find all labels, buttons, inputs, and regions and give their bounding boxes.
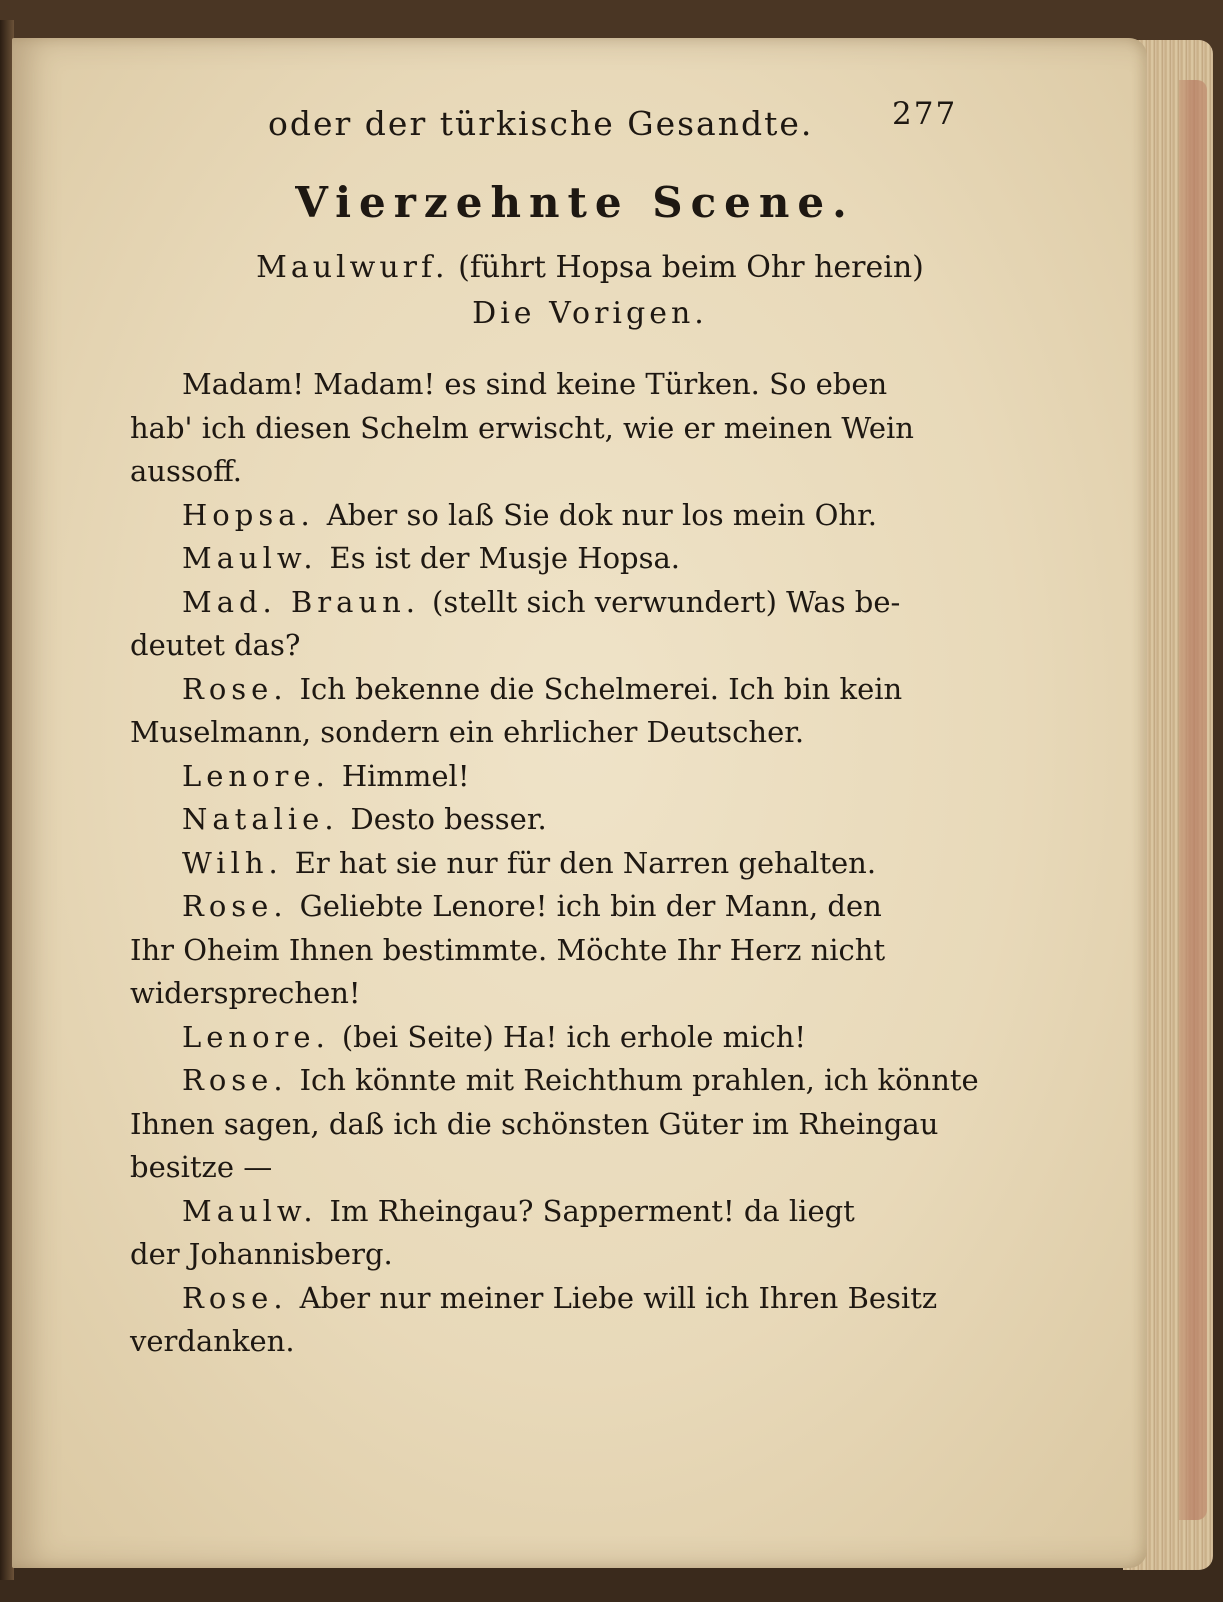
speaker-name: Hopsa. xyxy=(182,497,315,532)
speech-text: Ich könnte mit Reichthum prahlen, ich könnte xyxy=(299,1063,979,1097)
running-head-title: oder der türkische Gesandte. xyxy=(268,104,814,143)
cast-direction: (führt Hopsa beim Ohr herein) xyxy=(458,250,924,285)
running-head xyxy=(130,96,990,156)
dialogue-line xyxy=(130,537,990,581)
speech-text: widersprechen! xyxy=(130,976,361,1010)
speech-text: Geliebte Lenore! ich bin der Mann, den xyxy=(299,889,882,923)
dialogue-line xyxy=(130,1059,990,1103)
dialogue-line xyxy=(130,842,990,886)
speech-text: deutet das? xyxy=(130,628,301,662)
speech-text: Es ist der Musje Hopsa. xyxy=(329,541,680,575)
book-page xyxy=(12,38,1147,1568)
speech-text: besitze — xyxy=(130,1150,273,1184)
cast-name: Maulwurf. xyxy=(256,250,449,285)
speaker-name: Rose. xyxy=(182,671,288,706)
speech-text: (bei Seite) Ha! ich erhole mich! xyxy=(341,1019,807,1054)
speech-text: Im Rheingau? Sapperment! da liegt xyxy=(329,1193,855,1228)
cast-line-2: Die Vorigen. xyxy=(472,296,708,331)
speech-text: Desto besser. xyxy=(350,802,547,836)
speech-text: Er hat sie nur für den Narren gehalten. xyxy=(294,845,877,880)
dialogue-continuation xyxy=(130,1103,990,1190)
dialogue-line xyxy=(130,885,990,929)
text-line: aussoff. xyxy=(130,454,242,488)
text-line: Madam! Madam! es sind keine Türken. So eben xyxy=(182,367,888,401)
dialogue-line xyxy=(130,668,990,712)
cast-list xyxy=(190,245,990,337)
speaker-name: Rose. xyxy=(182,1063,288,1097)
speech-text: Ihr Oheim Ihnen bestimmte. Möchte Ihr Herz nicht xyxy=(130,932,886,967)
speaker-name: Mad. Braun. xyxy=(182,584,421,619)
speaker-name: Rose. xyxy=(182,1280,288,1315)
red-page-edge xyxy=(1179,80,1207,1520)
dialogue-continuation xyxy=(130,1320,990,1364)
speaker-name: Natalie. xyxy=(182,802,339,836)
dialogue-line xyxy=(130,755,990,799)
cast-line-1 xyxy=(190,245,990,291)
page-number: 277 xyxy=(892,96,958,132)
speech-text: Muselmann, sondern ein ehrlicher Deutscher. xyxy=(130,715,805,749)
dialogue-continuation xyxy=(130,624,990,668)
speaker-name: Wilh. xyxy=(182,845,283,880)
text-line: hab' ich diesen Schelm erwischt, wie er meinen Wein xyxy=(130,410,914,445)
speaker-name: Lenore. xyxy=(182,758,330,793)
text-block xyxy=(130,96,990,1364)
speech-text: Ihnen sagen, daß ich die schönsten Güter im Rheingau xyxy=(130,1106,939,1141)
dialogue-line xyxy=(130,581,990,625)
dialogue-line xyxy=(130,798,990,842)
dialogue-line xyxy=(130,1277,990,1321)
speech-text: verdanken. xyxy=(130,1324,295,1358)
dialogue-line xyxy=(130,1190,990,1234)
speech-text: Aber nur meiner Liebe will ich Ihren Besitz xyxy=(299,1280,938,1315)
dialogue-paragraph-1 xyxy=(130,363,990,407)
speaker-name: Lenore. xyxy=(182,1019,330,1054)
dialogue-continuation xyxy=(130,711,990,755)
speaker-name: Maulw. xyxy=(182,1193,318,1228)
dialogue-line xyxy=(130,1016,990,1060)
speech-text: Ich bekenne die Schelmerei. Ich bin kein xyxy=(299,671,903,706)
dialogue-paragraph-1-cont xyxy=(130,407,990,494)
scene-title: Vierzehnte Scene. xyxy=(295,178,855,227)
speaker-name: Maulw. xyxy=(182,541,318,575)
speech-text: (stellt sich verwundert) Was be- xyxy=(432,584,901,619)
speech-text: Himmel! xyxy=(341,758,470,793)
speech-text: Aber so laß Sie dok nur los mein Ohr. xyxy=(326,497,877,532)
speech-text: der Johannisberg. xyxy=(130,1237,393,1271)
dialogue-continuation xyxy=(130,1233,990,1277)
dialogue-line xyxy=(130,494,990,538)
speaker-name: Rose. xyxy=(182,889,288,923)
dialogue-continuation xyxy=(130,929,990,1016)
